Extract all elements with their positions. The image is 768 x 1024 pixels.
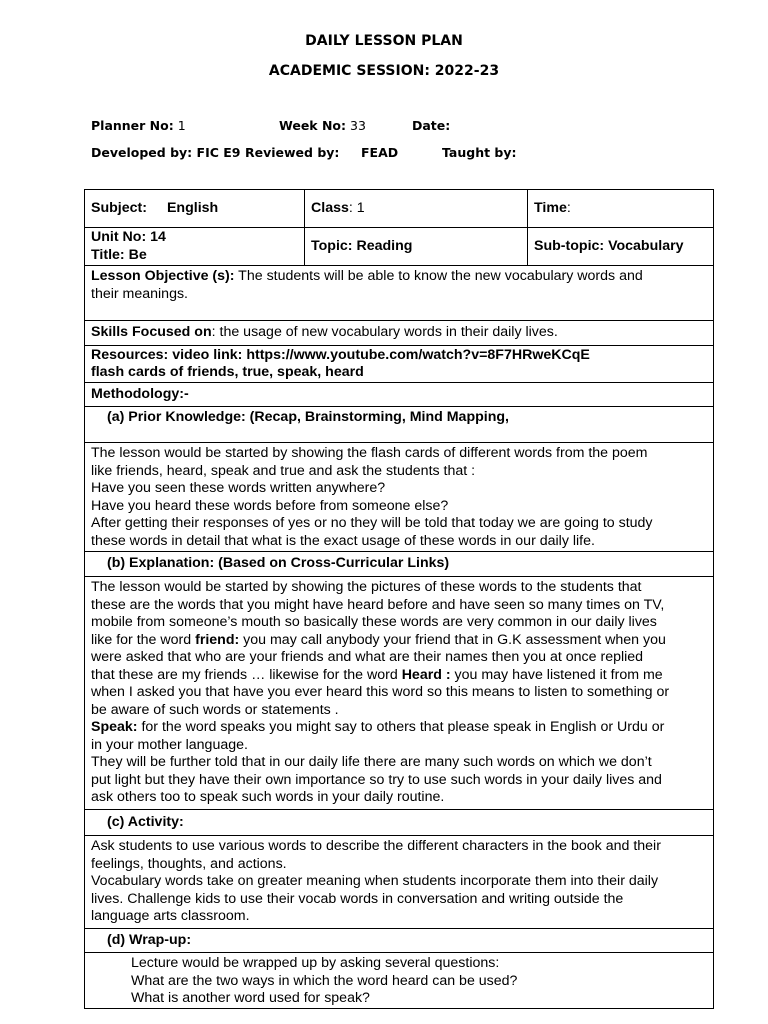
lesson-plan-table bbox=[84, 189, 714, 1009]
row-objective bbox=[85, 266, 714, 321]
row-activity-heading bbox=[85, 810, 714, 836]
row-resources bbox=[85, 346, 714, 383]
explanation-heading: (b) Explanation: (Based on Cross-Curricular Links) bbox=[85, 552, 714, 577]
activity-heading: (c) Activity: bbox=[85, 810, 714, 836]
methodology-cell: Methodology:- bbox=[85, 383, 714, 407]
planner-no bbox=[91, 118, 186, 133]
row-prior-body bbox=[85, 443, 714, 552]
week-value: 33 bbox=[350, 118, 366, 133]
document-title: DAILY LESSON PLAN bbox=[305, 33, 463, 49]
row-wrapup-body bbox=[85, 953, 714, 1009]
skills-cell: Skills Focused on: the usage of new vocabulary words in their daily lives. bbox=[85, 321, 714, 346]
row-wrapup-heading bbox=[85, 929, 714, 953]
class-cell: Class: 1 bbox=[305, 190, 528, 228]
date-label: Date: bbox=[412, 118, 451, 133]
row-unit bbox=[85, 228, 714, 266]
academic-session: ACADEMIC SESSION: 2022-23 bbox=[268, 63, 500, 79]
time-cell: Time: bbox=[528, 190, 714, 228]
row-skills bbox=[85, 321, 714, 346]
developed-by: Developed by: FIC E9 bbox=[91, 145, 241, 160]
explanation-body: The lesson would be started by showing the pictures of these words to the students that these are the words that you might have heard before and have seen so many times on TV, mobile from someone’s mouth so basically these words are very common in our daily lives like for the word friend: you may call anybody your friend that in G.K assessment when you were asked that who are your friends and what are their names then you at once replied that these are my friends … likewise for the word Heard : you may have listened it from me when I asked you that have you ever heard this word so this means to listen to something or be aware of such words or statements . Speak: for the word speaks you might say to others that please speak in English or Urdu or in your mother language. They will be further told that in our daily life there are many such words on which we don’t put light but they have their own importance so try to use such words in your daily lives and ask others too to speak such words in your daily routine. bbox=[85, 577, 714, 810]
resources-cell: Resources: video link: https://www.youtube.com/watch?v=8F7HRweKCqE flash cards of friends, true, speak, heard bbox=[85, 346, 714, 383]
objective-cell: Lesson Objective (s): The students will be able to know the new vocabulary words and their meanings. bbox=[85, 266, 714, 321]
row-activity-body bbox=[85, 836, 714, 929]
reviewed-by bbox=[245, 145, 339, 160]
subtopic-cell: Sub-topic: Vocabulary bbox=[528, 228, 714, 266]
week-label: Week No: bbox=[279, 118, 347, 133]
row-prior-heading bbox=[85, 407, 714, 443]
reviewed-label: Reviewed by: bbox=[245, 145, 340, 160]
prior-knowledge-body: The lesson would be started by showing the flash cards of different words from the poem like friends, heard, speak and true and ask the students that : Have you seen these words written anywhere? Have you heard these words before from someone else? After getting their responses of yes or no they will be told that today we are going to study these words in detail that what is the exact usage of these words in our daily life. bbox=[85, 443, 714, 552]
activity-body: Ask students to use various words to describe the different characters in the book and their feelings, thoughts, and actions. Vocabulary words take on greater meaning when students incorporate them into their daily lives. Challenge kids to use their vocab words in conversation and writing outside the language arts classroom. bbox=[85, 836, 714, 929]
topic-cell: Topic: Reading bbox=[305, 228, 528, 266]
reviewed-value: FEAD bbox=[361, 145, 399, 160]
week-no bbox=[279, 118, 366, 133]
date bbox=[412, 118, 450, 133]
prior-knowledge-heading: (a) Prior Knowledge: (Recap, Brainstorming, Mind Mapping, bbox=[85, 407, 714, 443]
planner-label: Planner No: bbox=[91, 118, 174, 133]
unit-cell: Unit No: 14 Title: Be bbox=[85, 228, 305, 266]
subject-cell: Subject: English bbox=[85, 190, 305, 228]
row-subject bbox=[85, 190, 714, 228]
row-methodology bbox=[85, 383, 714, 407]
planner-value: 1 bbox=[177, 118, 186, 133]
row-explanation-body bbox=[85, 577, 714, 810]
wrapup-heading: (d) Wrap-up: bbox=[85, 929, 714, 953]
wrapup-body: Lecture would be wrapped up by asking several questions: What are the two ways in which the word heard can be used? What is another word used for speak? bbox=[85, 953, 714, 1009]
taught-by: Taught by: bbox=[442, 145, 517, 160]
row-explanation-heading bbox=[85, 552, 714, 577]
